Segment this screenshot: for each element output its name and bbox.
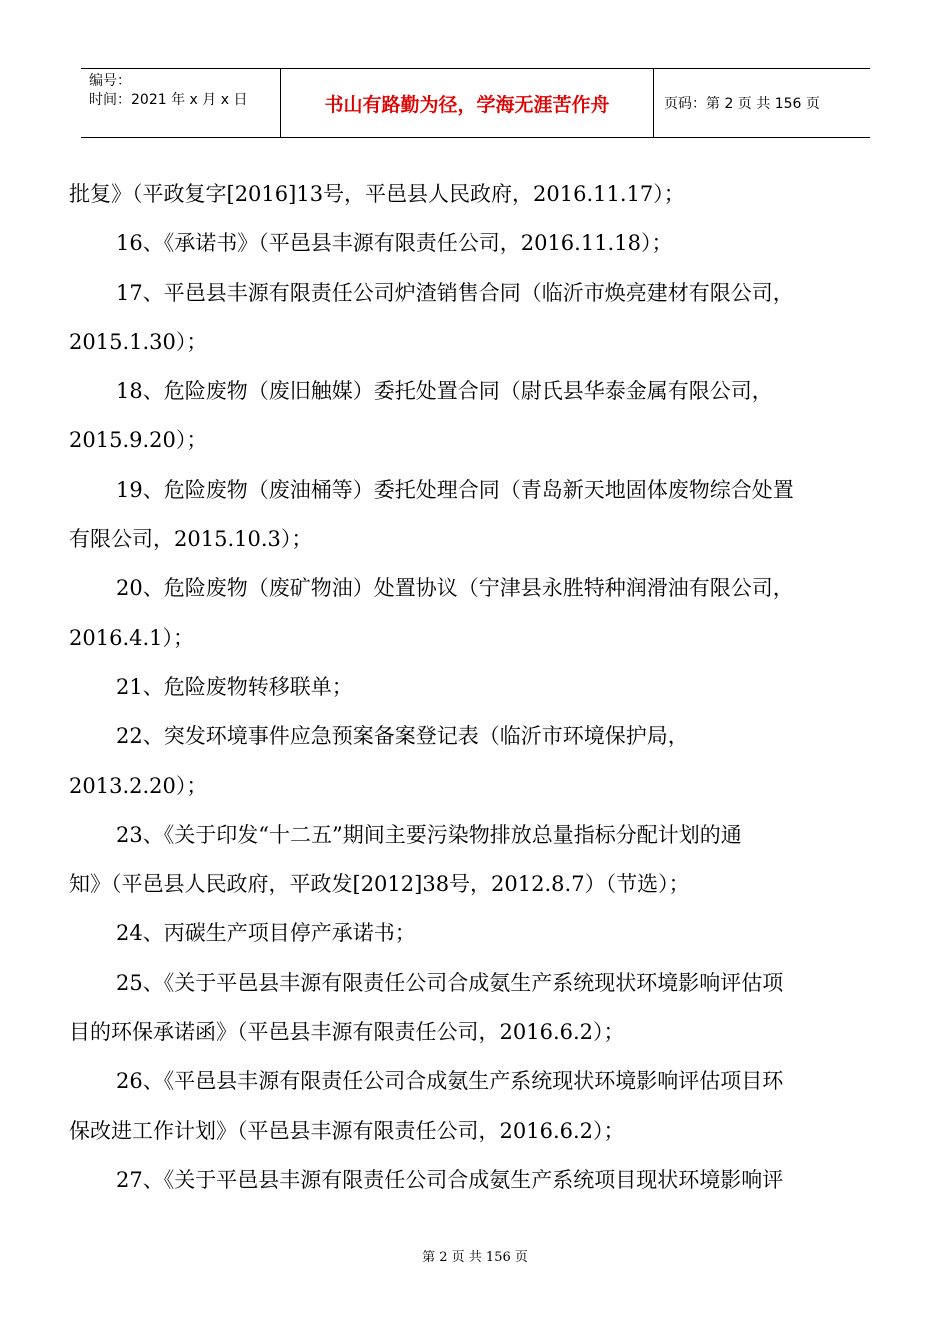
- text-line: 24、丙碳生产项目停产承诺书；: [116, 921, 416, 946]
- document-number-label: 编号：: [89, 73, 131, 89]
- text-line: 2015.1.30）；: [69, 329, 208, 354]
- text-line: 26、《平邑县丰源有限责任公司合成氨生产系统现状环境影响评估项目环: [116, 1069, 784, 1094]
- text-line: 2013.2.20）；: [69, 773, 208, 798]
- text-line: 25、《关于平邑县丰源有限责任公司合成氨生产系统现状环境影响评估项: [116, 970, 784, 995]
- text-line: 保改进工作计划》（平邑县丰源有限责任公司，2016.6.2）；: [69, 1118, 625, 1143]
- text-line: 22、突发环境事件应急预案备案登记表（临沂市环境保护局，: [116, 724, 689, 749]
- page-header: [81, 68, 870, 138]
- text-line: 27、《关于平邑县丰源有限责任公司合成氨生产系统项目现状环境影响评: [116, 1167, 784, 1192]
- page-footer: 第 2 页 共 156 页: [422, 1250, 528, 1265]
- text-line: 16、《承诺书》（平邑县丰源有限责任公司，2016.11.18）；: [116, 231, 673, 256]
- header-motto: 书山有路勤为径，学海无涯苦作舟: [281, 69, 654, 137]
- text-line: 知》（平邑县人民政府，平政发[2012]38号，2012.8.7）（节选）；: [69, 872, 690, 897]
- text-line: 23、《关于印发“十二五”期间主要污染物排放总量指标分配计划的通: [116, 822, 742, 847]
- text-line: 20、危险废物（废矿物油）处置协议（宁津县永胜特种润滑油有限公司，: [116, 576, 794, 601]
- header-meta: [81, 69, 281, 137]
- header-page-info: 页码：第 2 页 共 156 页: [664, 96, 820, 112]
- text-line: 19、危险废物（废油桶等）委托处理合同（青岛新天地固体废物综合处置: [116, 477, 794, 502]
- document-time: 时间：2021 年 x 月 x 日: [89, 92, 248, 108]
- text-line: 2015.9.20）；: [69, 428, 208, 453]
- text-line: 批复》（平政复字[2016]13号，平邑县人民政府，2016.11.17）；: [69, 182, 685, 206]
- text-line: 17、平邑县丰源有限责任公司炉渣销售合同（临沂市焕亮建材有限公司，: [116, 280, 794, 305]
- text-line: 21、危险废物转移联单；: [116, 674, 353, 699]
- text-line: 18、危险废物（废旧触媒）委托处置合同（尉氏县华泰金属有限公司，: [116, 379, 773, 404]
- text-line: 有限公司，2015.10.3）；: [69, 527, 313, 552]
- text-line: 目的环保承诺函》（平邑县丰源有限责任公司，2016.6.2）；: [69, 1020, 625, 1045]
- document-body: [69, 172, 884, 1207]
- text-line: 2016.4.1）；: [69, 625, 195, 650]
